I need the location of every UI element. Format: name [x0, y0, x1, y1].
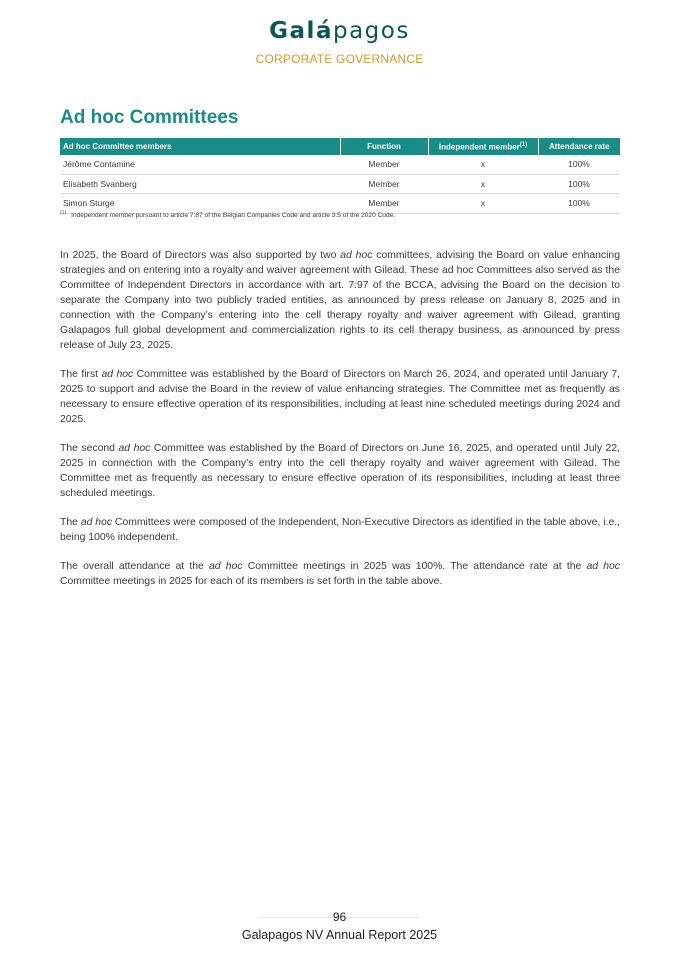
text-run: The	[60, 517, 81, 528]
member-name: Simon Sturge	[60, 194, 340, 214]
text-run: Committee was established by the Board of Directors on June 16, 2025, and operated until July 22, 2025 in connection with the Company’s entry into the cell therapy royalty and waiver agreement with Gilead. The Committee met as frequently as necessary to ensure effective operation of its responsibilities, including at least three scheduled meetings.	[60, 443, 621, 499]
footnote-marker: (1)	[60, 210, 67, 216]
member-name: Elisabeth Svanberg	[60, 174, 340, 194]
italic-run: ad hoc	[340, 250, 373, 261]
paragraph-5	[60, 559, 620, 589]
paragraph-2	[60, 367, 620, 427]
text-run: Committee meetings in 2025 was 100%. The attendance rate at the	[242, 561, 587, 572]
member-independent: x	[428, 155, 538, 174]
italic-run: ad hoc	[586, 561, 621, 572]
italic-run: ad hoc	[80, 517, 113, 528]
body-text	[60, 248, 620, 603]
text-run: Committee was established by the Board of Directors on March 26, 2024, and operated until January 7, 2025 to support and advise the Board in the review of value enhancing strategies. The Committee met as frequently as necessary to ensure effective operation of its responsibilities, including at least nine scheduled meetings during 2024 and 2025.	[60, 369, 621, 425]
paragraph-4	[60, 515, 620, 545]
member-attendance: 100%	[538, 194, 620, 214]
member-function: Member	[340, 194, 428, 214]
page-header	[0, 18, 679, 66]
text-run: The overall attendance at the	[60, 561, 209, 572]
table-footnote	[60, 210, 620, 219]
text-run: In 2025, the Board of Directors was also supported by two	[60, 250, 341, 261]
member-name: Jérôme Contamine	[60, 155, 340, 174]
galapagos-logo	[0, 18, 679, 44]
text-run: Committee meetings in 2025 for each of its members is set forth in the table above.	[60, 576, 443, 587]
member-attendance: 100%	[538, 155, 620, 174]
text-run: Committees were composed of the Independent, Non-Executive Directors as identified in the table above, i.e., being 100% independent.	[60, 517, 620, 543]
italic-run: ad hoc	[209, 561, 243, 572]
table-row	[60, 174, 620, 194]
header-independent	[428, 138, 538, 155]
header-independent-label: Independent member	[438, 142, 520, 152]
table-header-row	[60, 138, 620, 155]
table-row	[60, 155, 620, 174]
text-run: The first	[60, 369, 102, 380]
page-title: Ad hoc Committees	[60, 107, 239, 128]
report-title: Galapagos NV Annual Report 2025	[241, 928, 438, 942]
text-run: The second	[60, 443, 119, 454]
header-attendance: Attendance rate	[538, 138, 620, 155]
header-independent-note: (1)	[519, 141, 528, 148]
text-run: committees, advising the Board on value enhancing strategies and on entering into a royalty and waiver agreement with Gilead. These ad hoc Committees also served as the Committee of Independent Directors in accordance with art. 7:97 of the BCCA, advising the Board on the decision to separate the Company into two publicly traded entities, as announced by press release on January 8, 2025 and in connection with the Company’s entering into the cell therapy royalty and waiver agreement with Gilead, granting Galapagos full global development and commercialization rights to its cell therapy business, as announced by press release of July 23, 2025.	[60, 250, 620, 351]
paragraph-3	[60, 441, 620, 501]
paragraph-1	[60, 248, 620, 353]
member-independent: x	[428, 194, 538, 214]
footnote-text: Independent member pursuant to article 7:87 of the Belgian Companies Code and article 3.5 of the 2020 Code.	[71, 212, 396, 220]
member-attendance: 100%	[538, 174, 620, 194]
page-number: 96	[332, 910, 347, 924]
committee-table	[60, 138, 620, 214]
header-function: Function	[340, 138, 428, 155]
header-members: Ad hoc Committee members	[60, 138, 340, 155]
logo-light-part: pagos	[332, 18, 410, 44]
section-label: CORPORATE GOVERNANCE	[255, 52, 424, 66]
logo-bold-part: Galá	[269, 18, 333, 44]
italic-run: ad hoc	[101, 369, 134, 380]
italic-run: ad hoc	[118, 443, 151, 454]
member-independent: x	[428, 174, 538, 194]
member-function: Member	[340, 155, 428, 174]
member-function: Member	[340, 174, 428, 194]
